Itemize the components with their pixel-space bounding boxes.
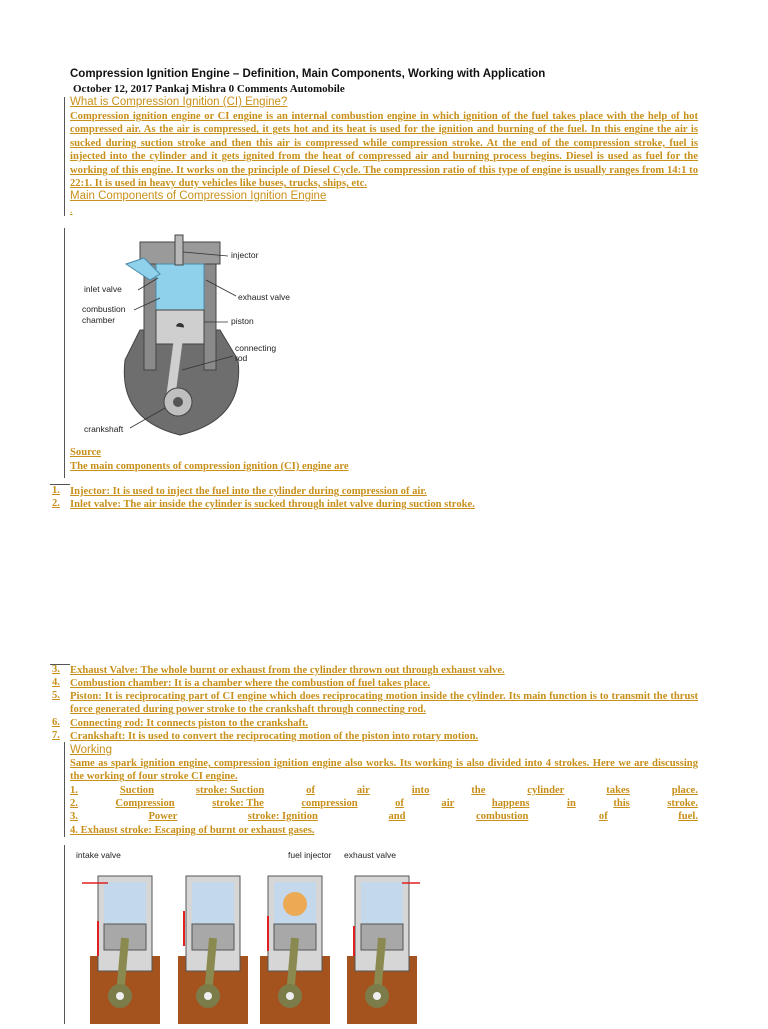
component-connecting-rod[interactable]: Connecting rod: It connects piston to the crankshaft. [70, 718, 309, 729]
component-injector[interactable]: Injector: It is used to inject the fuel into the cylinder during compression of air. [70, 486, 427, 497]
component-inlet-valve[interactable]: Inlet valve: The air inside the cylinder is sucked through inlet valve during suction stroke. [70, 499, 475, 510]
stroke-compression-word: happens [491, 798, 530, 809]
stray-dot: . [70, 205, 73, 216]
working-rule [64, 742, 65, 837]
combustion-chamber-shape [156, 264, 204, 310]
stroke-suction-word: air [356, 785, 370, 796]
stroke-suction-word: of [306, 785, 315, 796]
stroke-power-word: Power [148, 811, 178, 822]
stroke-compression[interactable] [70, 797, 698, 810]
stroke-power-word: combustion [476, 811, 529, 822]
label-crankshaft: crankshaft [84, 424, 124, 434]
stroke-compression-word: 2. [70, 798, 78, 809]
label-fuel-injector: fuel injector [288, 850, 332, 860]
four-stroke-svg [70, 846, 450, 1024]
component-piston[interactable]: Piston: It is reciprocating part of CI engine which does reciprocating motion inside the cylinder. Its main function is to transmit the thrust force generated during power stroke to the crankshaft through connecting rod. [70, 691, 698, 716]
label-intake-valve: intake valve [76, 850, 121, 860]
label-connecting-1: connecting [235, 343, 277, 353]
list-number-2: 2. [52, 498, 60, 509]
label-piston: piston [231, 316, 254, 326]
engine-diagram-svg [70, 230, 310, 445]
stroke-diagram-suction [90, 876, 160, 1024]
stroke-power-word: stroke: Ignition [247, 811, 318, 822]
stroke-suction-word: into [411, 785, 430, 796]
stroke-suction-word: 1. [70, 785, 78, 796]
components-intro[interactable]: The main components of compression ignition (CI) engine are [70, 461, 349, 472]
label-combustion-1: combustion [82, 304, 126, 314]
stroke-suction-word: takes [606, 785, 630, 796]
section-rule [64, 97, 65, 216]
stroke-diagram-compression [178, 876, 248, 1024]
source-link[interactable]: Source [70, 447, 101, 458]
label-exhaust-valve: exhaust valve [238, 292, 290, 302]
four-stroke-figure [70, 846, 450, 1024]
figure-rule [64, 228, 65, 478]
stroke-suction-word: the [471, 785, 486, 796]
cylinder-wall-right [204, 260, 216, 370]
stroke-suction[interactable] [70, 784, 698, 797]
list-number-6: 6. [52, 717, 60, 728]
stroke-power-word: and [388, 811, 406, 822]
label-combustion-2: chamber [82, 315, 116, 325]
working-intro[interactable]: Same as spark ignition engine, compression ignition engine also works. Its working is also divided into 4 strokes. Here we are discussing the working of four stroke CI engine. [70, 758, 698, 783]
figure-rule [64, 845, 65, 1024]
list-number-3: 3. [52, 664, 60, 675]
stroke-diagram-exhaust [347, 876, 417, 1024]
injector-shape [175, 235, 183, 265]
stroke-compression-word: air [441, 798, 455, 809]
stroke-power-word: fuel. [678, 811, 698, 822]
label-inlet-valve: inlet valve [84, 284, 122, 294]
label-connecting-2: rod [235, 353, 248, 363]
list-number-5: 5. [52, 690, 60, 701]
crank-center [173, 397, 183, 407]
stroke-compression-word: of [395, 798, 404, 809]
label-exhaust-valve-2: exhaust valve [344, 850, 396, 860]
component-combustion-chamber[interactable]: Combustion chamber: It is a chamber where the combustion of fuel takes place. [70, 678, 431, 689]
section-heading-working[interactable]: Working [70, 744, 112, 756]
stroke-compression-word: compression [301, 798, 358, 809]
stroke-suction-word: place. [671, 785, 698, 796]
article-meta: October 12, 2017 Pankaj Mishra 0 Comments Automobile [73, 83, 345, 95]
stroke-compression-word: Compression [115, 798, 175, 809]
label-injector: injector [231, 250, 259, 260]
stroke-compression-word: in [567, 798, 576, 809]
stroke-power-word: 3. [70, 811, 78, 822]
engine-components-figure [70, 230, 310, 445]
component-exhaust-valve[interactable]: Exhaust Valve: The whole burnt or exhaust from the cylinder thrown out through exhaust valve. [70, 665, 505, 676]
stroke-exhaust[interactable]: 4. Exhaust stroke: Escaping of burnt or exhaust gases. [70, 825, 315, 836]
stroke-compression-word: this [613, 798, 630, 809]
list-number-4: 4. [52, 677, 60, 688]
stroke-power[interactable] [70, 810, 698, 823]
stroke-suction-word: Suction [119, 785, 154, 796]
section-heading-what-is[interactable]: What is Compression Ignition (CI) Engine? [70, 96, 288, 108]
list-number-1: 1. [52, 485, 60, 496]
stroke-compression-word: stroke. [667, 798, 698, 809]
definition-paragraph[interactable]: Compression ignition engine or CI engine is an internal combustion engine in which ignition of the fuel takes place with the help of hot compressed air. As the air is compressed, it gets hot and its heat is used for the ignition and burning of the fuel. In this engine the air is sucked during suction stroke and then this air is compressed while compression stroke. At the end of the compression stroke, fuel is injected into the cylinder and it gets ignited from the heat of compressed air and burning process begins. Diesel is used as fuel for the working of this engine. It works on the principle of Diesel Cycle. The compression ratio of this type of engine is usually ranges from 14:1 to 22:1. It is used in heavy duty vehicles like buses, trucks, ships, etc. [70, 111, 698, 190]
component-crankshaft[interactable]: Crankshaft: It is used to convert the reciprocating motion of the piston into rotary motion. [70, 731, 479, 742]
article-title: Compression Ignition Engine – Definition, Main Components, Working with Application [70, 68, 546, 80]
stroke-compression-word: stroke: The [212, 798, 264, 809]
stroke-suction-word: cylinder [527, 785, 565, 796]
combustion-burst [283, 892, 307, 916]
section-heading-components[interactable]: Main Components of Compression Ignition Engine [70, 190, 327, 202]
stroke-power-word: of [598, 811, 608, 822]
stroke-suction-word: stroke: Suction [195, 785, 265, 796]
list-number-7: 7. [52, 730, 60, 741]
